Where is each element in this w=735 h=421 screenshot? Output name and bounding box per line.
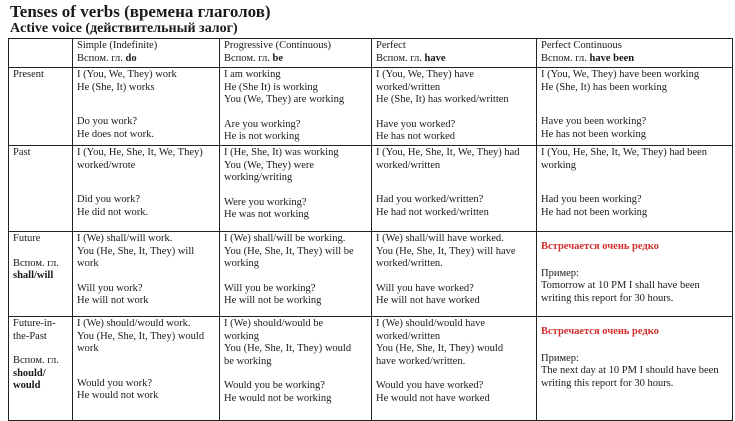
sentence: working xyxy=(541,159,576,171)
row-future-in-the-past xyxy=(9,316,733,420)
sentence: work xyxy=(77,343,99,355)
row-future xyxy=(9,231,733,316)
sentence: Did you work? xyxy=(77,194,140,206)
sentence: I (We) should/would work. xyxy=(77,317,191,329)
sentence: He is not working xyxy=(224,131,300,143)
sentence: He would not have worked xyxy=(376,392,490,404)
column-name: Perfect xyxy=(376,40,406,51)
tenses-table xyxy=(8,38,733,421)
cell-future-past-perfect xyxy=(372,316,537,420)
sentence: He will not be working xyxy=(224,295,322,307)
sentence: He will not work xyxy=(77,295,149,307)
column-header-perfect xyxy=(372,39,537,68)
corner-cell xyxy=(9,39,73,68)
sentence: worked/written xyxy=(376,81,441,93)
sentence: Had you been working? xyxy=(541,194,642,206)
sentence: You (He, She, It, They) will xyxy=(77,245,195,257)
row-label: Present xyxy=(9,68,73,146)
row-label: Future xyxy=(13,232,41,244)
rare-note: Встречается очень редко xyxy=(541,240,659,252)
aux-label: Вспом. гл. xyxy=(13,257,59,269)
sentence: Have you worked? xyxy=(376,118,456,130)
sentence: You (He, She, It, They) will be xyxy=(224,245,354,257)
row-label: Past xyxy=(9,145,73,231)
cell-future-past-progressive xyxy=(220,316,372,420)
aux-verb: should/ xyxy=(13,367,46,379)
sentence: I (You, We, They) have xyxy=(376,69,475,80)
sentence: He would not be working xyxy=(224,392,332,404)
sentence: He was not working xyxy=(224,209,309,221)
sentence: He had not been working xyxy=(541,206,648,218)
sentence: Do you work? xyxy=(77,116,138,128)
sentence: He has not been working xyxy=(541,128,646,140)
sentence: He did not work. xyxy=(77,206,149,218)
sentence: He (She, It) has worked/written xyxy=(376,94,509,106)
aux-verb: do xyxy=(125,52,137,64)
sentence: worked/written xyxy=(376,330,441,342)
sentence: Would you work? xyxy=(77,377,152,389)
sentence: I (We) should/would have xyxy=(376,317,486,329)
cell-present-progressive xyxy=(220,68,372,146)
cell-past-simple xyxy=(73,145,220,231)
sentence: He (She, It) works xyxy=(77,81,155,93)
example-label: Пример: xyxy=(541,267,579,279)
cell-past-progressive xyxy=(220,145,372,231)
cell-future-simple xyxy=(73,231,220,316)
sentence: work xyxy=(77,258,99,270)
column-name: Progressive (Continuous) xyxy=(224,40,332,51)
sentence: Had you worked/written? xyxy=(376,194,484,206)
sentence: I (You, We, They) work xyxy=(77,69,177,80)
sentence: You (He, She, It, They) will have xyxy=(376,245,516,257)
sentence: He (She, It) has been working xyxy=(541,81,667,93)
aux-verb: shall/will xyxy=(13,270,54,282)
cell-future-perfect xyxy=(372,231,537,316)
cell-present-simple xyxy=(73,68,220,146)
sentence: Were you working? xyxy=(224,196,307,208)
sentence: You (He, She, It, They) would xyxy=(376,343,504,355)
sentence: You (He, She, It, They) would xyxy=(77,330,205,342)
sentence: Will you work? xyxy=(77,282,143,294)
rare-note: Встречается очень редко xyxy=(541,325,659,337)
sentence: I (He, She, It) was working xyxy=(224,146,339,158)
sentence: I (You, He, She, It, We, They) had been xyxy=(541,146,707,158)
aux-prefix: Вспом. гл. xyxy=(77,52,126,64)
sentence: Tomorrow at 10 PM I shall have been xyxy=(541,280,700,292)
cell-present-perfect xyxy=(372,68,537,146)
cell-past-perfect xyxy=(372,145,537,231)
sentence: He does not work. xyxy=(77,128,154,140)
column-name: Simple (Indefinite) xyxy=(77,40,158,51)
aux-prefix: Вспом. гл. xyxy=(376,52,425,64)
aux-verb: would xyxy=(13,380,41,392)
sentence: He will not have worked xyxy=(376,295,480,307)
cell-present-perfect-continuous xyxy=(537,68,733,146)
example-label: Пример: xyxy=(541,352,579,364)
column-header-progressive xyxy=(220,39,372,68)
header-row xyxy=(9,39,733,68)
sentence: He has not worked xyxy=(376,131,456,143)
page-subtitle: Active voice (действительный залог) xyxy=(10,21,238,36)
sentence: You (We, They) were xyxy=(224,159,315,171)
sentence: Are you working? xyxy=(224,118,301,130)
sentence: You (We, They) are working xyxy=(224,94,345,106)
cell-future-past-simple xyxy=(73,316,220,420)
column-header-simple xyxy=(73,39,220,68)
aux-verb: be xyxy=(272,52,283,64)
sentence: writing this report for 30 hours. xyxy=(541,292,674,304)
cell-future-past-perfect-continuous xyxy=(537,316,733,420)
sentence: I (You, He, She, It, We, They) had xyxy=(376,146,520,158)
page-title: Tenses of verbs (времена глаголов) xyxy=(10,2,271,21)
row-present xyxy=(9,68,733,146)
sentence: working xyxy=(224,258,259,270)
cell-future-progressive xyxy=(220,231,372,316)
sentence: worked/written xyxy=(376,159,441,171)
column-name: Perfect Continuous xyxy=(541,40,622,51)
sentence: I (We) shall/will be working. xyxy=(224,232,346,244)
sentence: I (We) should/would be xyxy=(224,317,324,329)
sentence: He would not work xyxy=(77,390,159,402)
sentence: I (You, We, They) have been working xyxy=(541,69,700,80)
sentence: I (We) shall/will work. xyxy=(77,232,173,244)
sentence: He (She It) is working xyxy=(224,81,318,93)
aux-prefix: Вспом. гл. xyxy=(541,52,590,64)
row-label: the-Past xyxy=(13,330,47,342)
sentence: Have you been working? xyxy=(541,116,647,128)
sentence: Would you have worked? xyxy=(376,380,484,392)
sentence: I am working xyxy=(224,69,281,80)
aux-label: Вспом. гл. xyxy=(13,355,59,367)
sentence: be working xyxy=(224,355,272,367)
row-label-cell xyxy=(9,316,73,420)
sentence: working/writing xyxy=(224,172,293,184)
column-header-perfect-continuous xyxy=(537,39,733,68)
aux-prefix: Вспом. гл. xyxy=(224,52,273,64)
sentence: Will you be working? xyxy=(224,282,316,294)
sentence: working xyxy=(224,330,259,342)
aux-verb: have been xyxy=(589,52,635,64)
sentence: I (You, He, She, It, We, They) xyxy=(77,146,203,158)
sentence: worked/written. xyxy=(376,258,443,270)
cell-past-perfect-continuous xyxy=(537,145,733,231)
sentence: He had not worked/written xyxy=(376,206,489,218)
sentence: worked/wrote xyxy=(77,159,136,171)
row-past xyxy=(9,145,733,231)
sentence: Will you have worked? xyxy=(376,282,474,294)
aux-verb: have xyxy=(424,52,446,64)
sentence: I (We) shall/will have worked. xyxy=(376,232,504,244)
sentence: You (He, She, It, They) would xyxy=(224,343,352,355)
sentence: Would you be working? xyxy=(224,380,325,392)
sentence: writing this report for 30 hours. xyxy=(541,377,674,389)
row-label: Future-in- xyxy=(13,317,56,329)
sentence: The next day at 10 PM I should have been xyxy=(541,365,719,377)
sentence: have worked/written. xyxy=(376,355,466,367)
cell-future-perfect-continuous xyxy=(537,231,733,316)
row-label-cell xyxy=(9,231,73,316)
